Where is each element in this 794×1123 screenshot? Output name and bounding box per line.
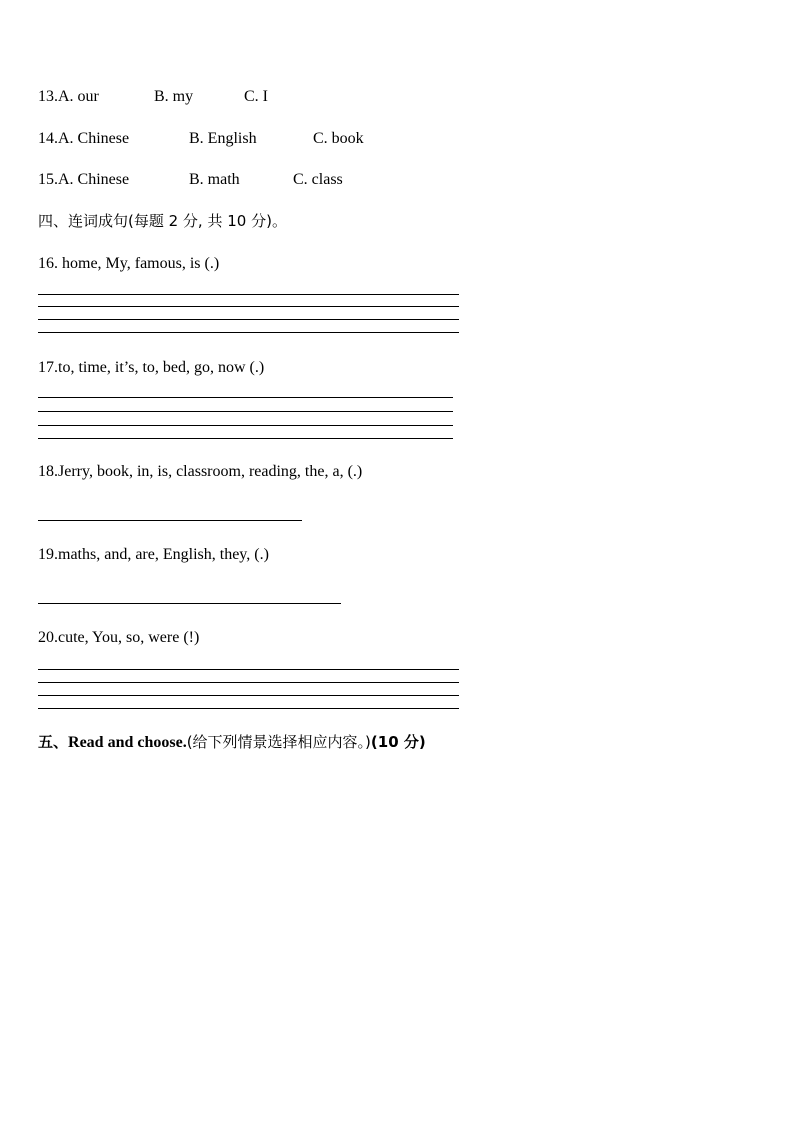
question-number: 14. <box>38 130 58 147</box>
answer-line <box>38 603 341 604</box>
choice-row-13 <box>38 87 438 107</box>
question-number: 13. <box>38 88 58 105</box>
option-b: B. English <box>189 130 257 147</box>
writing-line <box>38 669 459 670</box>
section-5-prefix: 五、 <box>38 733 69 751</box>
option-a <box>38 87 99 107</box>
writing-line <box>38 682 459 683</box>
option-a-text: A. Chinese <box>58 130 130 147</box>
section-4-heading: 四、连词成句(每题 2 分, 共 10 分)。 <box>38 212 287 230</box>
writing-line <box>38 708 459 709</box>
choice-row-15 <box>38 170 438 190</box>
option-c: C. class <box>293 171 343 188</box>
section-5-points: (10 分) <box>370 733 426 751</box>
option-c: C. book <box>313 130 364 147</box>
option-a <box>38 170 129 190</box>
answer-line <box>38 520 302 521</box>
writing-line <box>38 425 453 426</box>
option-a-text: A. our <box>58 88 99 105</box>
section-5-title-en: Read and choose. <box>68 734 187 751</box>
question-number: 15. <box>38 171 58 188</box>
option-b: B. my <box>154 88 194 105</box>
section-5-title-cn: (给下列情景选择相应内容。) <box>186 733 371 751</box>
question-16: 16. home, My, famous, is (.) <box>38 255 220 272</box>
choice-row-14 <box>38 129 438 149</box>
option-b: B. math <box>189 171 240 188</box>
option-a <box>38 129 129 149</box>
option-a-text: A. Chinese <box>58 171 130 188</box>
writing-line <box>38 294 459 295</box>
option-c: C. I <box>244 88 268 105</box>
writing-line <box>38 438 453 439</box>
question-19: 19.maths, and, are, English, they, (.) <box>38 546 269 563</box>
writing-line <box>38 332 459 333</box>
writing-line <box>38 695 459 696</box>
writing-line <box>38 411 453 412</box>
writing-line <box>38 306 459 307</box>
writing-line <box>38 319 459 320</box>
question-20: 20.cute, You, so, were (!) <box>38 629 200 646</box>
section-5-heading <box>38 732 426 753</box>
question-18: 18.Jerry, book, in, is, classroom, reading, the, a, (.) <box>38 463 363 480</box>
writing-line <box>38 397 453 398</box>
question-17: 17.to, time, it’s, to, bed, go, now (.) <box>38 359 265 376</box>
